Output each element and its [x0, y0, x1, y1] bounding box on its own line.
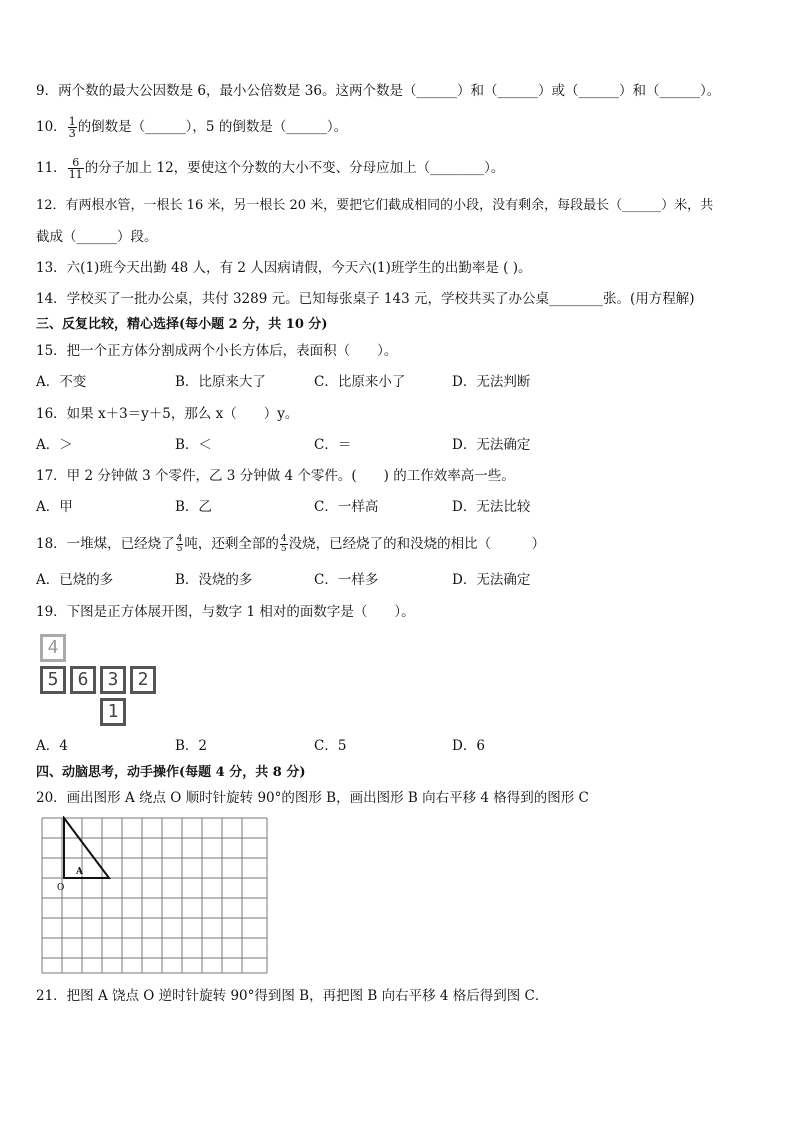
question-10 — [36, 113, 347, 141]
denominator: 11 — [68, 168, 83, 181]
question-18 — [36, 530, 545, 558]
numerator: 1 — [68, 115, 76, 128]
option-c[interactable]: C．比原来小了 — [314, 374, 406, 390]
question-11 — [36, 154, 504, 182]
net-face-1: 1 — [100, 698, 126, 726]
question-text-part3: 没烧，已经烧了的和没烧的相比（ ） — [288, 536, 546, 552]
option-d[interactable]: D．无法确定 — [452, 572, 531, 588]
section-3-title: 三、反复比较，精心选择(每小题 2 分，共 10 分) — [36, 317, 328, 332]
question-17: 17．甲 2 分钟做 3 个零件，乙 3 分钟做 4 个零件。( ) 的工作效率高一些。 — [36, 468, 515, 484]
numerator: 4 — [176, 534, 183, 544]
option-b[interactable]: B．2 — [175, 738, 208, 754]
question-14: 14．学校买了一批办公桌，共付 3289 元。已知每张桌子 143 元，学校共买了办公桌________张。(用方程解) — [36, 291, 695, 307]
question-12-line1: 12．有两根水管，一根长 16 米，另一根长 20 米，要把它们截成相同的小段，没有剩余，每段最长（______）米，共 — [36, 198, 714, 213]
numerator: 6 — [68, 157, 84, 169]
net-face-6: 6 — [70, 666, 96, 694]
net-face-4: 4 — [40, 634, 66, 662]
option-c[interactable]: C．＝ — [314, 437, 352, 453]
question-15: 15．把一个正方体分割成两个小长方体后，表面积（ ）。 — [36, 343, 398, 359]
option-b[interactable]: B．没烧的多 — [175, 572, 253, 588]
option-b[interactable]: B．＜ — [175, 437, 212, 453]
net-face-2: 2 — [130, 666, 156, 694]
label-o: O — [57, 883, 65, 893]
question-16: 16．如果 x＋3＝y＋5，那么 x（ ）y。 — [36, 406, 299, 422]
net-face-5: 5 — [40, 666, 66, 694]
question-19: 19．下图是正方体展开图，与数字 1 相对的面数字是（ ）。 — [36, 604, 415, 620]
option-d[interactable]: D．无法确定 — [452, 437, 531, 453]
question-number: 11． — [36, 160, 67, 176]
option-a[interactable]: A．甲 — [36, 499, 73, 515]
option-b[interactable]: B．比原来大了 — [175, 374, 266, 390]
option-c[interactable]: C．5 — [314, 738, 347, 754]
option-a[interactable]: A．不变 — [36, 374, 87, 390]
grid-figure — [40, 816, 270, 976]
question-text-part2: 吨，还剩全部的 — [184, 536, 279, 552]
option-d[interactable]: D．6 — [452, 738, 485, 754]
option-d[interactable]: D．无法比较 — [452, 499, 531, 515]
question-text: 的分子加上 12，要使这个分数的大小不变、分母应加上（________）。 — [84, 160, 505, 176]
question-9: 9．两个数的最大公因数是 6，最小公倍数是 36。这两个数是（______）和（______）或（______）和（______）。 — [36, 83, 721, 99]
fraction-four-fifths — [280, 535, 288, 554]
fraction-four-fifths — [176, 535, 184, 554]
section-4-title: 四、动脑思考，动手操作(每题 4 分，共 8 分) — [36, 765, 306, 780]
numerator: 4 — [280, 534, 287, 544]
denominator: 3 — [68, 127, 76, 140]
option-b[interactable]: B．乙 — [175, 499, 212, 515]
option-c[interactable]: C．一样多 — [314, 572, 379, 588]
net-face-3: 3 — [100, 666, 126, 694]
question-text-part1: 18．一堆煤，已经烧了 — [36, 536, 175, 552]
question-12-line2: 截成（______）段。 — [36, 229, 158, 245]
cube-net-figure — [40, 634, 165, 734]
option-a[interactable]: A．＞ — [36, 437, 73, 453]
fraction-one-third — [68, 116, 77, 139]
fraction-six-elevenths — [68, 157, 84, 180]
denominator: 5 — [280, 544, 287, 554]
question-20: 20．画出图形 A 绕点 O 顺时针旋转 90°的图形 B，画出图形 B 向右平移 4 格得到的图形 C — [36, 790, 589, 806]
question-number: 10． — [36, 119, 67, 135]
question-text: 的倒数是（______），5 的倒数是（______）。 — [77, 119, 348, 135]
grid-lines — [42, 818, 267, 973]
option-a[interactable]: A．4 — [36, 738, 68, 754]
label-a: A — [76, 867, 83, 877]
question-21: 21．把图 A 饶点 O 逆时针旋转 90°得到图 B，再把图 B 向右平移 4 格后得到图 C． — [36, 988, 549, 1004]
option-d[interactable]: D．无法判断 — [452, 374, 531, 390]
question-13: 13．六(1)班今天出勤 48 人，有 2 人因病请假，今天六(1)班学生的出勤率是 ( )。 — [36, 260, 532, 276]
option-a[interactable]: A．已烧的多 — [36, 572, 114, 588]
option-c[interactable]: C．一样高 — [314, 499, 379, 515]
denominator: 5 — [176, 544, 183, 554]
